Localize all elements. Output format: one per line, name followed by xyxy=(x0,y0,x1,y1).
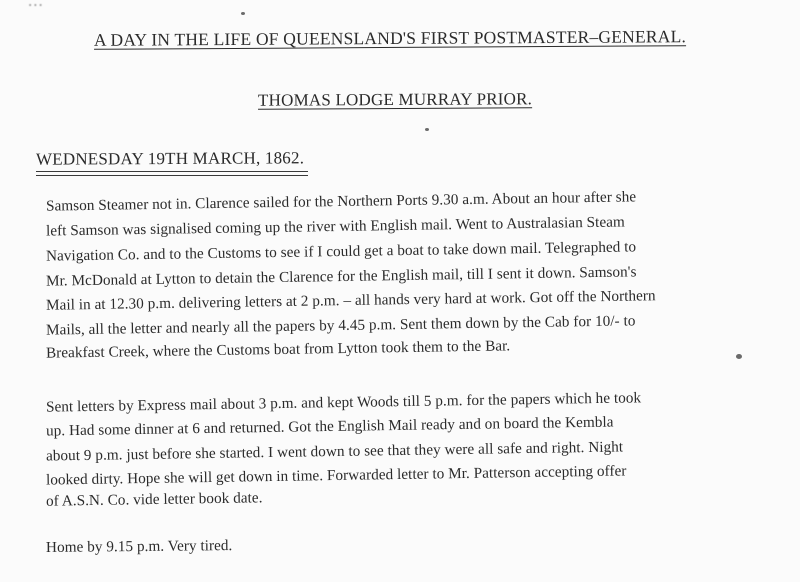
scan-speck xyxy=(736,354,742,359)
paragraph-1-line-5: Mail in at 12.30 p.m. delivering letters at 2 p.m. – all hands very hard at work. Got off the Northern xyxy=(45,287,656,314)
paragraph-2-line-5: of A.S.N. Co. vide letter book date. xyxy=(45,489,263,510)
date-underline xyxy=(36,171,308,172)
entry-date: WEDNESDAY 19TH MARCH, 1862. xyxy=(35,148,305,169)
date-underline-second xyxy=(36,175,308,176)
paragraph-2-line-3: about 9 p.m. just before she started. I went down to see that they were all safe and right. Night xyxy=(45,438,624,465)
paragraph-2-line-2: up. Had some dinner at 6 and returned. Got the English Mail ready and on board the Kembla xyxy=(45,413,614,440)
paragraph-1-line-2: left Samson was signalised coming up the river with English mail. Went to Australasian Steam xyxy=(45,213,625,240)
paragraph-1-line-6: Mails, all the letter and nearly all the papers by 4.45 p.m. Sent them down by the Cab for 10/- to xyxy=(45,312,636,339)
paragraph-1-line-7: Breakfast Creek, where the Customs boat from Lytton took them to the Bar. xyxy=(45,337,511,362)
paragraph-1-line-1: Samson Steamer not in. Clarence sailed for the Northern Ports 9.30 a.m. About an hour after she xyxy=(45,188,637,215)
paragraph-1-line-4: Mr. McDonald at Lytton to detain the Clarence for the English mail, till I sent it down. Samson's xyxy=(45,263,637,290)
scan-speck xyxy=(241,12,245,15)
paragraph-3-line-1: Home by 9.15 p.m. Very tired. xyxy=(45,537,233,556)
document-subtitle: THOMAS LODGE MURRAY PRIOR. xyxy=(257,89,533,110)
scan-speck xyxy=(425,128,429,131)
paragraph-2-line-4: looked dirty. Hope she will get down in time. Forwarded letter to Mr. Patterson accepting offer xyxy=(45,462,627,489)
paragraph-2-line-1: Sent letters by Express mail about 3 p.m. and kept Woods till 5 p.m. for the papers which he took xyxy=(45,389,642,416)
paragraph-1-line-3: Navigation Co. and to the Customs to see if I could get a boat to take down mail. Telegraphed to xyxy=(45,238,637,265)
document-title: A DAY IN THE LIFE OF QUEENSLAND'S FIRST POSTMASTER–GENERAL. xyxy=(93,26,687,50)
cropped-header-fragment: ... xyxy=(28,0,44,10)
